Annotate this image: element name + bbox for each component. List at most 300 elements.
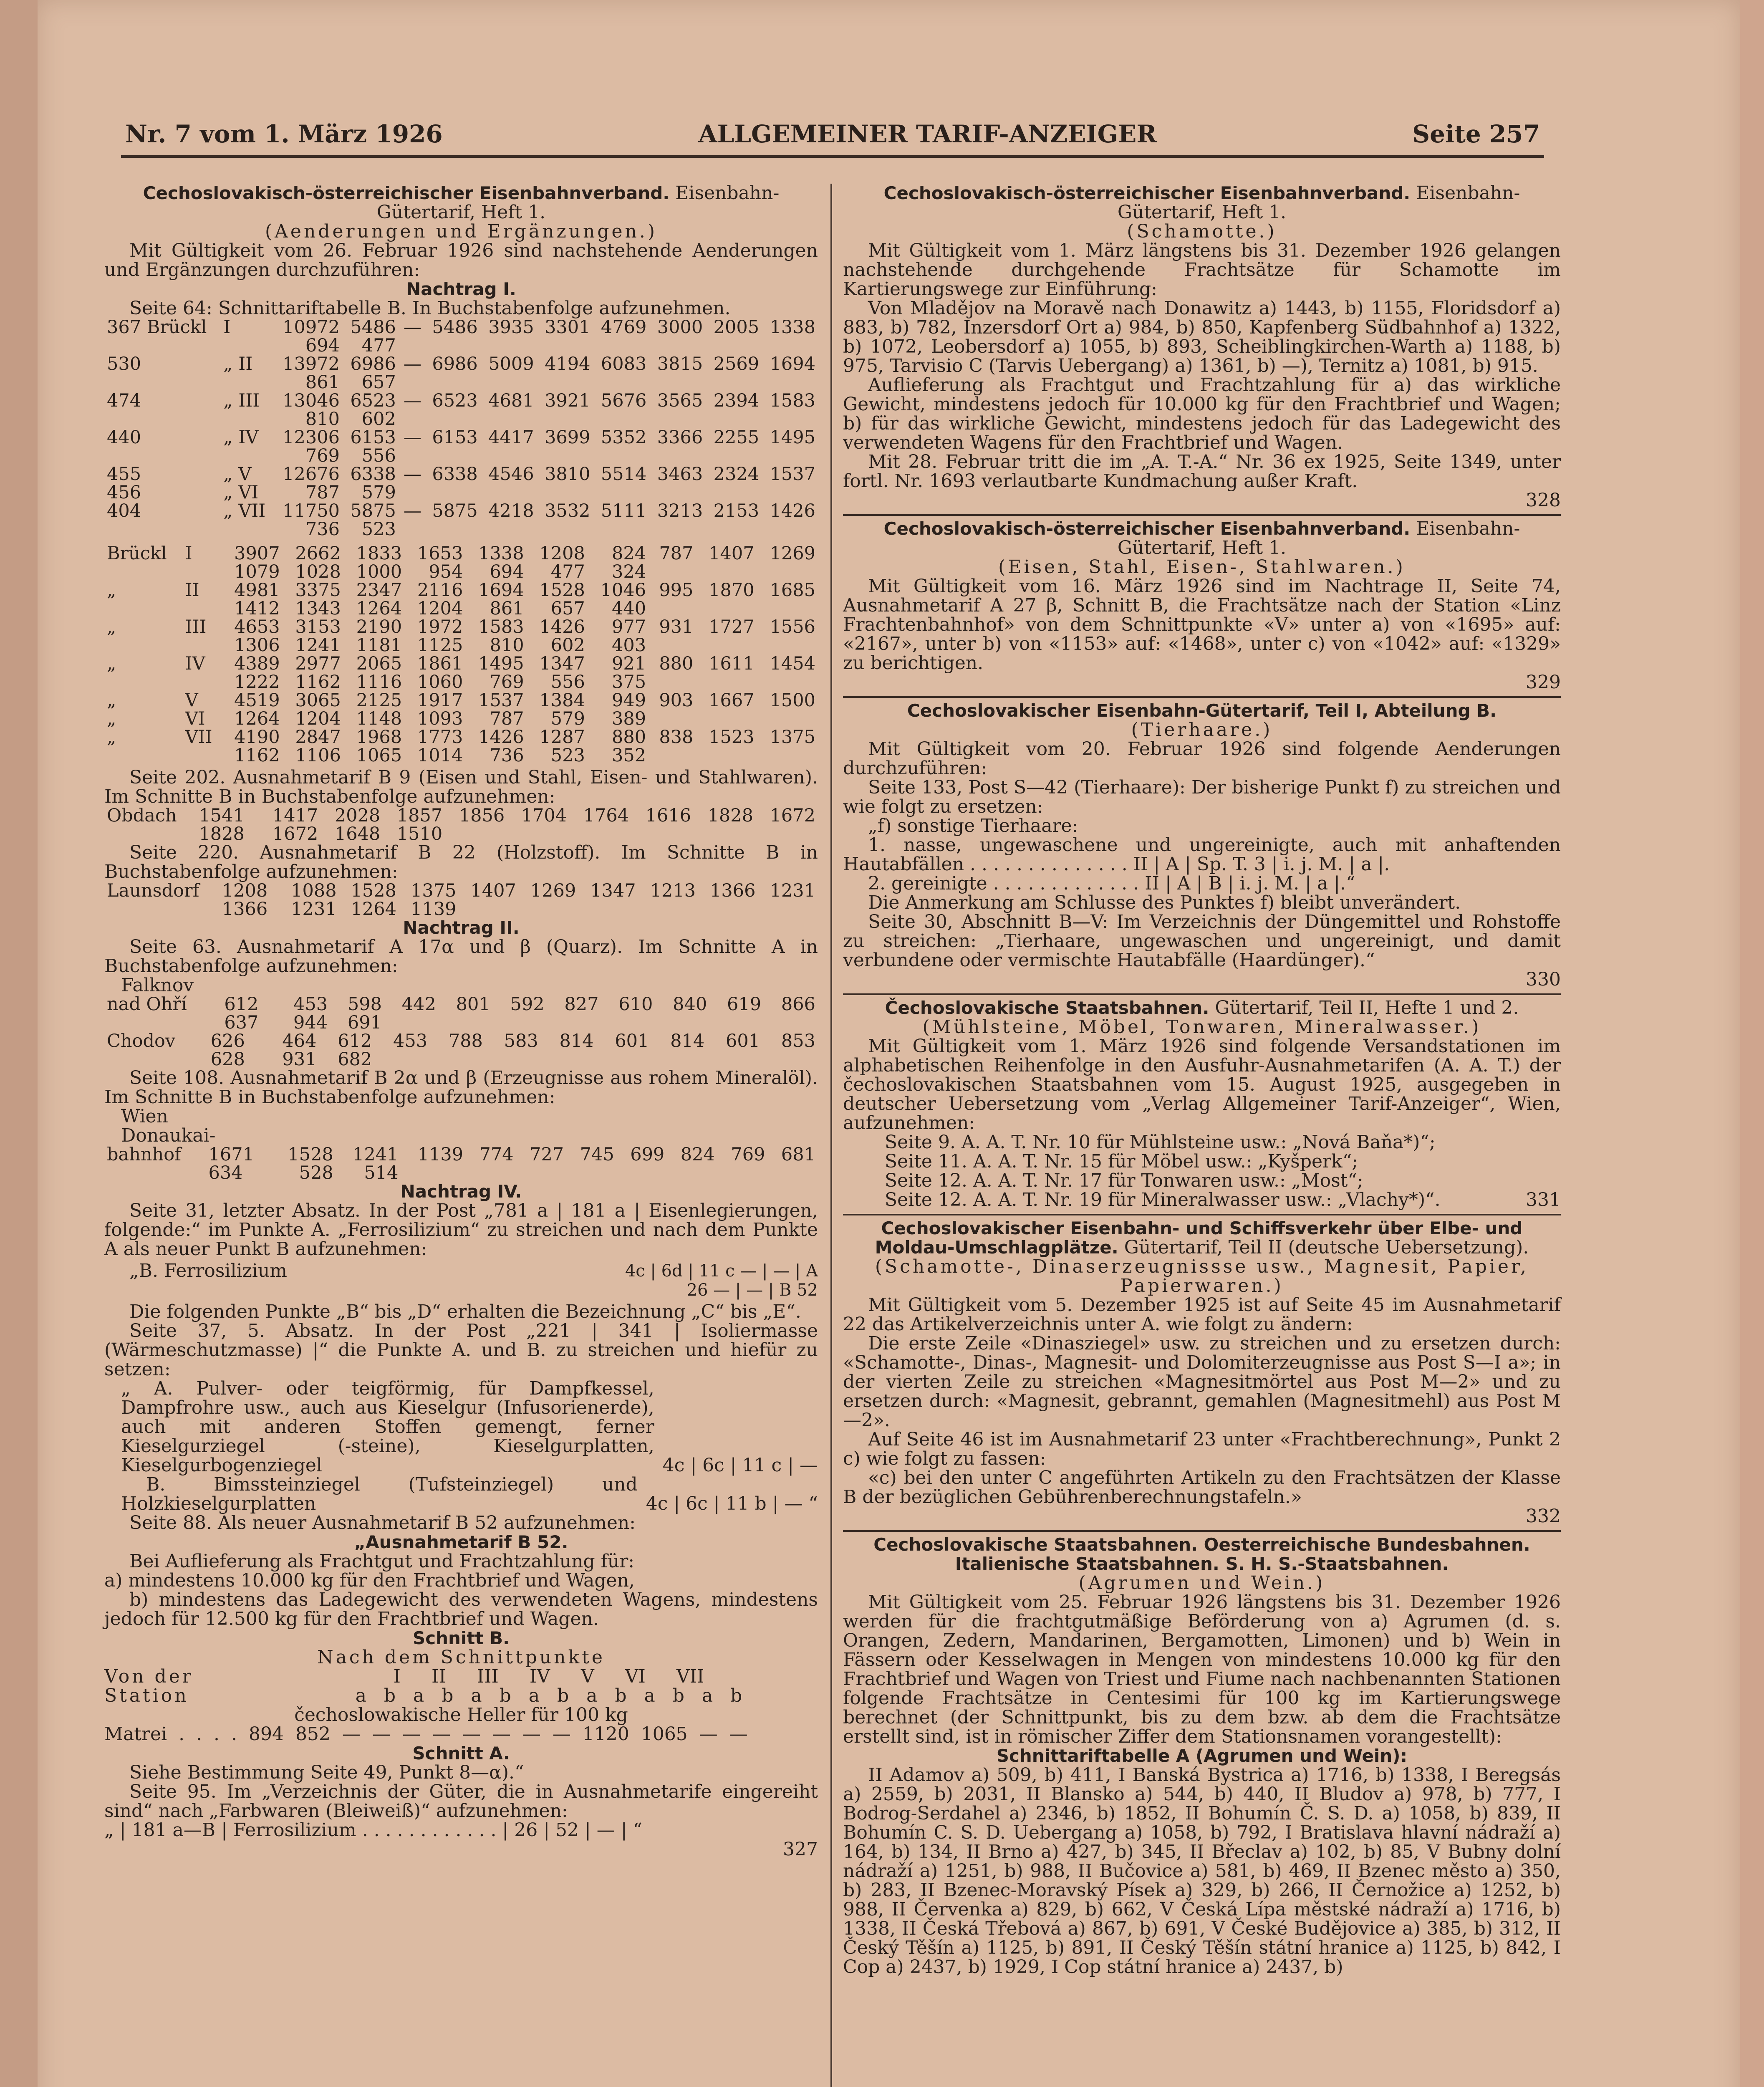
- table-cell: [705, 410, 762, 428]
- table-cell: [480, 410, 537, 428]
- notice-number: 328: [1526, 490, 1561, 511]
- header-rule: [121, 155, 1544, 158]
- table-cell: 4417: [488, 427, 534, 448]
- table-cell: 787: [305, 482, 340, 503]
- notice-number: 331: [1526, 1189, 1561, 1210]
- table-cell: 1828: [199, 824, 245, 844]
- table-cell: [596, 1050, 652, 1069]
- table-cell: [758, 900, 818, 918]
- table-cell: 5875: [432, 500, 478, 521]
- paragraph: Bei Auflieferung als Frachtgut und Frachtzahlung für:: [129, 1551, 635, 1572]
- section-divider: [843, 1530, 1561, 1532]
- table-cell: 5514: [601, 464, 647, 485]
- falknov-table: [104, 995, 818, 1032]
- table-cell: [493, 1013, 547, 1032]
- table-cell: 4981: [234, 580, 280, 601]
- section-title: Cechoslovakisch-österreichischer Eisenbahnverband.: [883, 183, 1411, 203]
- paragraph: Mit 28. Februar tritt die im „A. T.-A.“ Nr. 36 ex 1925, Seite 1349, unter fortl. Nr. 1693 verlautbarte Kundmachung außer Kraft.: [843, 451, 1561, 492]
- table-cell: 3532: [545, 500, 591, 521]
- paragraph: Mit Gültigkeit vom 16. März 1926 sind im Nachtrage II, Seite 74, Ausnahmetarif A 27 β, Schnitt B, die Frachtsätze nach der Station «Linz Frachtenbahnhof» von dem Schnittpunkte «V» unter a) von «1695» auf: «2167», unter b) von «1153» auf: «1468», unter c) von «1042» auf: «1329» zu berichtigen.: [843, 576, 1561, 674]
- table-cell: 1241: [352, 1144, 399, 1165]
- table-cell: 866: [781, 994, 815, 1015]
- table-cell: [424, 410, 480, 428]
- table-cell: [756, 825, 818, 843]
- table-cell: 4218: [488, 500, 534, 521]
- table-cell: [762, 373, 818, 392]
- nachtrag-heading: Nachtrag IV.: [400, 1181, 522, 1202]
- table-cell: 681: [781, 1144, 815, 1165]
- table-cell: 861: [490, 598, 524, 619]
- paragraph: Mit Gültigkeit vom 20. Februar 1926 sind folgende Aenderungen durchzuführen:: [843, 738, 1561, 779]
- table-cell: [638, 900, 698, 918]
- table-cell: 626: [210, 1031, 245, 1051]
- table-cell: 1454: [770, 653, 815, 674]
- table-cell: 10972: [283, 317, 340, 338]
- table-cell: [651, 1050, 707, 1069]
- table-cell: [578, 900, 638, 918]
- table-cell: [757, 563, 818, 581]
- table-cell: 619: [727, 994, 762, 1015]
- station-label: Wien: [121, 1106, 168, 1127]
- table-cell: 1500: [770, 690, 815, 711]
- section-subtitle: Gütertarif, Teil II, Hefte 1 und 2.: [1215, 997, 1519, 1018]
- schnitt-heading: Schnitt B.: [412, 1628, 510, 1648]
- table-cell: [221, 520, 273, 538]
- table-cell: 827: [564, 994, 599, 1015]
- table-cell: 1667: [709, 690, 755, 711]
- table-cell: 769: [490, 672, 524, 692]
- line: Seite 12. A. A. T. Nr. 17 für Tonwaren usw.: „Most“;: [885, 1170, 1363, 1191]
- table-cell: 5111: [601, 500, 647, 521]
- table-cell: 598: [347, 994, 382, 1015]
- table-cell: 474: [107, 390, 141, 411]
- launsdorf-table: [104, 882, 818, 918]
- table-cell: [424, 336, 480, 355]
- header-title: ALLGEMEINER TARIF-ANZEIGER: [698, 120, 1157, 148]
- table-cell: [696, 636, 757, 654]
- table-cell: [399, 373, 424, 392]
- table-cell: 769: [305, 445, 340, 466]
- paragraph: „f) sonstige Tierhaare:: [868, 815, 1078, 836]
- table-cell: [399, 520, 424, 538]
- table-cell: 514: [364, 1162, 399, 1183]
- table-row: [104, 581, 818, 599]
- table-cell: 2347: [356, 580, 402, 601]
- table-cell: „ IV: [223, 427, 259, 448]
- table-cell: 3213: [657, 500, 703, 521]
- table-cell: 1870: [709, 580, 755, 601]
- wien-table: [104, 1145, 818, 1182]
- table-row: [104, 447, 818, 465]
- table-cell: 1208: [222, 880, 268, 901]
- table-cell: 880: [612, 727, 646, 748]
- table-cell: 2125: [356, 690, 402, 711]
- table-cell: 1671: [208, 1144, 254, 1165]
- table-cell: [480, 373, 537, 392]
- paragraph: Mit Gültigkeit vom 25. Februar 1926 längstens bis 31. Dezember 1926 werden für die frachtgutmäßige Beförderung von a) Agrumen (d. s. Orangen, Zedern, Mandarinen, Bergamotten, Limonen) und b) Wein in Fässern oder Kesselwagen in Mengen von mindestens 10.000 kg für den Frachtbrief und Wagen von Triest und Fiume nach nachbenannten Stationen folgende Frachtsätze in Centesimi für 100 kg im Kartierungswege berechnet (der Schnittpunkt, bis zu dem bzw. ab dem die Frachtsätze erstellt sind, ist in römischer Ziffer dem Stationsnamen vorangestellt):: [843, 1592, 1561, 1747]
- table-row: [104, 544, 818, 563]
- table-cell: [519, 900, 578, 918]
- section-divider: [843, 696, 1561, 698]
- table-cell: [764, 1013, 818, 1032]
- table-cell: [649, 563, 696, 581]
- table-cell: [649, 636, 696, 654]
- table-cell: 1231: [291, 899, 337, 920]
- table-cell: 1148: [356, 708, 402, 729]
- paragraph: «c) bei den unter C angeführten Artikeln zu den Frachtsätzen der Klasse B der bezüglichen Gebührenberechnungstafeln.»: [843, 1467, 1561, 1508]
- table-cell: [537, 483, 593, 502]
- table-cell: [459, 900, 518, 918]
- table-cell: 612: [338, 1031, 372, 1051]
- table-cell: VII: [185, 727, 212, 748]
- table-row: [104, 1164, 818, 1182]
- table-cell: 787: [490, 708, 524, 729]
- table-cell: 1269: [770, 543, 815, 564]
- section-title: Cechoslovakischer Eisenbahn- und Schiffsverkehr über Elbe- und Moldau-Umschlagplätze.: [875, 1218, 1523, 1258]
- table-cell: I: [223, 317, 231, 338]
- table-cell: [480, 447, 537, 465]
- table-cell: —: [403, 317, 421, 338]
- table-cell: 1773: [417, 727, 463, 748]
- table-cell: 694: [305, 335, 340, 356]
- table-cell: [104, 825, 196, 843]
- table-cell: 1306: [234, 635, 280, 656]
- table-cell: 769: [731, 1144, 765, 1165]
- table-cell: [399, 447, 424, 465]
- table-cell: 1556: [770, 616, 815, 637]
- section-note: (Schamotte-, Dinaserzeugnissse usw., Magnesit, Papier, Papierwaren.): [875, 1256, 1529, 1296]
- matrei-row: Matrei . . . . 894 852 — — — — — — — — 1120 1065 — —: [104, 1723, 748, 1745]
- table-cell: 699: [630, 1144, 665, 1165]
- table-cell: —: [403, 354, 421, 374]
- table-cell: 440: [612, 598, 646, 619]
- table-row: [104, 1050, 818, 1069]
- table-cell: [507, 825, 569, 843]
- table-row: [104, 483, 818, 502]
- table-cell: 6153: [432, 427, 478, 448]
- table-cell: 2324: [713, 464, 760, 485]
- paragraph: b) mindestens das Ladegewicht des verwendeten Wagens, mindestens jedoch für 12.500 kg für den Frachtbrief und Wagen.: [104, 1589, 818, 1630]
- table-cell: 1583: [770, 390, 815, 411]
- table-cell: I: [185, 543, 192, 564]
- table-cell: Launsdorf: [107, 880, 199, 901]
- table-cell: [401, 1164, 466, 1182]
- table-cell: [705, 447, 762, 465]
- table-cell: 6338: [350, 464, 396, 485]
- table-cell: [537, 410, 593, 428]
- table-cell: 1287: [539, 727, 585, 748]
- table-cell: 1208: [539, 543, 585, 564]
- table-cell: [183, 673, 222, 691]
- table-cell: [762, 410, 818, 428]
- table-cell: 1338: [770, 317, 815, 338]
- paragraph: Von Mladějov na Moravě nach Donawitz a) 1443, b) 1155, Floridsdorf a) 883, b) 782, Inzersdorf Ort a) 984, b) 850, Kapfenberg Südbahnhof a) 1322, b) 1072, Leobersdorf a) 1055, b) 893, Scheiblingkirchen-Warth a) 1188, b) 975, Tarvisio C (Tarvis Uebergang) a) 1361, b) —), Ternitz a) 1081, b) 915.: [843, 298, 1561, 376]
- table-cell: 602: [550, 635, 585, 656]
- table-cell: [221, 410, 273, 428]
- table-row: [104, 428, 818, 447]
- table-cell: 1065: [356, 745, 402, 766]
- table-cell: „: [107, 708, 116, 729]
- table-cell: „: [107, 690, 116, 711]
- section-title: Čechoslovakische Staatsbahnen.: [885, 998, 1209, 1018]
- table-cell: [717, 1164, 768, 1182]
- table-cell: 1648: [334, 824, 381, 844]
- table-cell: 13046: [283, 390, 340, 411]
- table-cell: [183, 599, 222, 618]
- table-cell: II: [185, 580, 199, 601]
- paragraph: II Adamov a) 509, b) 411, I Banská Bystrica a) 1716, b) 1338, I Beregsás a) 2559, b) 2031, II Blansko a) 544, b) 440, II Bludov a) 978, b) 777, I Bodrog-Serdahel a) 2346, b) 1852, II Bohumín Č. S. D. a) 1058, b) 839, II Bohumín C. S. D. Uebergang a) 1058, b) 792, I Bratislava hlavní nádraží a) 164, b) 134, II Brno a) 427, b) 345, II Břeclav a) 102, b) 85, V Bubny dolní nádraží a) 1251, b) 988, II Bučovice a) 581, b) 469, II Bzenec město a) 350, b) 283, II Bzenec-Moravský Písek a) 329, b) 266, II Černožice a) 1252, b) 988, II Červenka a) 829, b) 662, V Česká Lípa městské nádraží a) 1716, b) 1338, II Česká Třebová a) 867, b) 691, V České Budějovice a) 385, b) 312, II Český Těšín a) 1125, b) 891, II Český Těšín státní hranice a) 1125, b) 842, I Cop a) 2437, b) 1929, I Cop státní hranice a) 2437, b): [843, 1764, 1561, 1978]
- paragraph: Die Anmerkung am Schlusse des Punktes f) bleibt unverändert.: [868, 892, 1461, 913]
- table-cell: 1616: [645, 805, 691, 826]
- table-row: [104, 654, 818, 673]
- table-cell: 3301: [545, 317, 591, 338]
- table-cell: 4546: [488, 464, 534, 485]
- table-cell: 691: [347, 1012, 382, 1033]
- table-cell: [537, 520, 593, 538]
- table-cell: [705, 520, 762, 538]
- table-cell: nad Ohří: [107, 994, 187, 1015]
- table-cell: [767, 1164, 818, 1182]
- table-cell: 1204: [417, 598, 463, 619]
- table-cell: 4653: [234, 616, 280, 637]
- table-cell: 477: [361, 335, 396, 356]
- table-cell: 1407: [709, 543, 755, 564]
- table-cell: 814: [559, 1031, 594, 1051]
- table-cell: 5352: [601, 427, 647, 448]
- table-row: [104, 882, 818, 900]
- table-cell: 6986: [350, 354, 396, 374]
- table-row: [104, 900, 818, 918]
- table-cell: 440: [107, 427, 141, 448]
- table-cell: [696, 599, 757, 618]
- table-cell: [649, 710, 696, 728]
- section-note: (Schamotte.): [1127, 221, 1277, 242]
- notice-number: 329: [1526, 672, 1561, 693]
- table-cell: [104, 447, 221, 465]
- roman-points: I II III IV V VI VII: [393, 1666, 704, 1687]
- table-cell: —: [403, 500, 421, 521]
- table-cell: [537, 373, 593, 392]
- table-cell: 601: [615, 1031, 649, 1051]
- table-cell: [485, 1050, 541, 1069]
- table-cell: 2394: [713, 390, 760, 411]
- table-cell: 1672: [770, 805, 815, 826]
- table-cell: [705, 373, 762, 392]
- table-cell: 2977: [295, 653, 341, 674]
- table-cell: 1241: [295, 635, 341, 656]
- table-cell: „ III: [223, 390, 260, 411]
- section-subtitle: Eisenbahn-Gütertarif, Heft 1.: [1117, 182, 1520, 223]
- table-cell: 3699: [545, 427, 591, 448]
- paragraph: Seite 31, letzter Absatz. In der Post „781 a | 181 a | Eisenlegierungen, folgende:“ im Punkte A. „Ferrosilizium“ zu streichen und nach dem Punkte A als neuer Punkt B aufzunehmen:: [104, 1200, 818, 1260]
- table-cell: [698, 900, 758, 918]
- station-label: Donaukai-: [121, 1125, 216, 1146]
- table-cell: [516, 1164, 567, 1182]
- table-cell: [705, 336, 762, 355]
- table-row: [104, 618, 818, 636]
- table-cell: 5009: [488, 354, 534, 374]
- paragraph: Auflieferung als Frachtgut und Frachtzahlung für a) das wirkliche Gewicht, mindestens jedoch für 10.000 kg für den Frachtbrief und Wagen; b) für das wirkliche Gewicht, mindestens jedoch für das Ladegewicht des verwendeten Wagens für den Frachtbrief und Wagen.: [843, 374, 1561, 453]
- table-cell: VI: [185, 708, 205, 729]
- paragraph: 1. nasse, ungewaschene und ungereinigte, auch mit anhaftenden Hautabfällen . . . . . . . . . . . . . . II | A | Sp. T. 3 | i. j. M. | a |.: [843, 834, 1561, 875]
- table-cell: 1857: [396, 805, 443, 826]
- table-cell: [649, 336, 705, 355]
- table-cell: 455: [107, 464, 141, 485]
- table-cell: 2028: [334, 805, 381, 826]
- table-cell: 1833: [356, 543, 402, 564]
- paragraph: Seite 202. Ausnahmetarif B 9 (Eisen und Stahl, Eisen- und Stahlwaren). Im Schnitte B in Buchstabenfolge aufzunehmen:: [104, 767, 818, 807]
- table-cell: 3935: [488, 317, 534, 338]
- table-cell: 1375: [410, 880, 457, 901]
- line-with-number: [843, 1190, 1561, 1210]
- table-cell: 1412: [234, 598, 280, 619]
- paragraph: Mit Gültigkeit vom 1. März 1926 sind folgende Versandstationen im alphabetischen Reihenfolge in den Ausfuhr-Ausnahmetarifen (A. A. T.) der čechoslovakischen Staatsbahnen vom 15. August 1925, ausgegeben in deutscher Uebersetzung vom „Verlag Allgemeiner Tarif-Anzeiger“, Wien, aufzunehmen:: [843, 1036, 1561, 1134]
- table-row: [104, 691, 818, 710]
- table-cell: 1972: [417, 616, 463, 637]
- table-cell: [399, 483, 424, 502]
- line: Seite 9. A. A. T. Nr. 10 für Mühlsteine usw.: „Nová Baňa*)“;: [885, 1132, 1436, 1153]
- section-subtitle: Eisenbahn-Gütertarif, Heft 1.: [1117, 518, 1520, 558]
- table-cell: 1828: [707, 805, 754, 826]
- table-cell: 1343: [295, 598, 341, 619]
- table-cell: 3565: [657, 390, 703, 411]
- table-cell: 1264: [351, 899, 397, 920]
- right-column: [843, 184, 1561, 1977]
- table-cell: [762, 520, 818, 538]
- section-divider: [843, 514, 1561, 516]
- table-cell: 523: [361, 519, 396, 540]
- table-cell: [762, 336, 818, 355]
- table-cell: 1861: [417, 653, 463, 674]
- table-cell: [757, 746, 818, 765]
- table-cell: 556: [361, 445, 396, 466]
- table-cell: 657: [361, 372, 396, 393]
- table-cell: 4681: [488, 390, 534, 411]
- section-subtitle: Eisenbahn-Gütertarif, Heft 1.: [376, 182, 780, 223]
- table-cell: [547, 1013, 601, 1032]
- table-cell: 1231: [770, 880, 815, 901]
- table-cell: 1162: [234, 745, 280, 766]
- paragraph: Mit Gültigkeit vom 26. Februar 1926 sind nachstehende Aenderungen und Ergänzungen durchzuführen:: [104, 240, 818, 280]
- paragraph: Mit Gültigkeit vom 1. März längstens bis 31. Dezember 1926 gelangen nachstehende durchgehende Frachtsätze für Schamotte im Kartierungswege zur Einführung:: [843, 240, 1561, 300]
- table-cell: [221, 373, 273, 392]
- section-title: Cechoslovakisch-österreichischer Eisenbahnverband.: [143, 183, 670, 203]
- table-row: [104, 806, 818, 825]
- table-cell: 1125: [417, 635, 463, 656]
- table-row: [104, 599, 818, 618]
- table-cell: „: [107, 580, 116, 601]
- section-title: Cechoslovakisch-österreichischer Eisenbahnverband.: [883, 518, 1411, 539]
- table-cell: 4389: [234, 653, 280, 674]
- table-cell: 579: [361, 482, 396, 503]
- table-cell: [649, 483, 705, 502]
- table-cell: 528: [299, 1162, 333, 1183]
- left-column: [104, 184, 818, 1859]
- table-cell: 3366: [657, 427, 703, 448]
- table-cell: 1264: [356, 598, 402, 619]
- table-cell: 3907: [234, 543, 280, 564]
- paragraph: Mit Gültigkeit vom 5. Dezember 1925 ist auf Seite 45 im Ausnahmetarif 22 das Artikelverzeichnis unter A. wie folgt zu ändern:: [843, 1294, 1561, 1335]
- table-cell: 682: [338, 1049, 372, 1070]
- table-cell: [707, 1050, 762, 1069]
- table-cell: 1106: [295, 745, 341, 766]
- table-cell: 788: [448, 1031, 483, 1051]
- table-cell: 1046: [600, 580, 646, 601]
- table-cell: [601, 1013, 655, 1032]
- section-subtitle: Gütertarif, Teil II (deutsche Uebersetzung).: [1124, 1237, 1529, 1258]
- table-row: [104, 392, 818, 410]
- table-cell: 610: [618, 994, 653, 1015]
- table-cell: 774: [479, 1144, 514, 1165]
- table-cell: „: [107, 727, 116, 748]
- table-cell: 3375: [295, 580, 341, 601]
- table-cell: 1727: [709, 616, 755, 637]
- table-cell: 6338: [432, 464, 478, 485]
- table-row: [104, 373, 818, 392]
- table-cell: 1510: [396, 824, 443, 844]
- table-cell: 1407: [470, 880, 516, 901]
- table-cell: 456: [107, 482, 141, 503]
- schnitt-header: [104, 1667, 818, 1705]
- table-cell: 1495: [770, 427, 815, 448]
- table-cell: 657: [550, 598, 585, 619]
- table-cell: 583: [504, 1031, 538, 1051]
- table-cell: 1653: [417, 543, 463, 564]
- table-cell: 2153: [713, 500, 760, 521]
- table-cell: 1426: [478, 727, 524, 748]
- table-cell: 1181: [356, 635, 402, 656]
- paragraph: Seite 63. Ausnahmetarif A 17α und β (Quarz). Im Schnitte A in Buchstabenfolge aufzunehmen:: [104, 936, 818, 977]
- table-cell: „ V: [223, 464, 252, 485]
- station-label: Falknov: [121, 975, 194, 996]
- isolier-values-a: 4c | 6c | 11 c | —: [662, 1455, 818, 1476]
- table-cell: 5875: [350, 500, 396, 521]
- table-cell: [649, 746, 696, 765]
- table-cell: 1704: [521, 805, 567, 826]
- table-row: [104, 410, 818, 428]
- table-cell: 2255: [713, 427, 760, 448]
- table-cell: „: [107, 616, 116, 637]
- table-cell: 1338: [478, 543, 524, 564]
- table-cell: 3153: [295, 616, 341, 637]
- table-cell: [104, 520, 221, 538]
- table-cell: 1764: [583, 805, 629, 826]
- table-cell: 1611: [709, 653, 755, 674]
- table-cell: [104, 1050, 208, 1069]
- table-cell: 1014: [417, 745, 463, 766]
- binding-strip: [0, 0, 39, 2087]
- table-cell: 4769: [601, 317, 647, 338]
- table-cell: 3463: [657, 464, 703, 485]
- table-cell: 523: [550, 745, 585, 766]
- table-cell: 814: [670, 1031, 705, 1051]
- table-cell: [566, 1164, 617, 1182]
- table-cell: 1968: [356, 727, 402, 748]
- table-row: [104, 563, 818, 581]
- table-cell: 949: [612, 690, 646, 711]
- table-cell: 694: [490, 561, 524, 582]
- table-cell: 944: [293, 1012, 328, 1033]
- table-cell: 1426: [539, 616, 585, 637]
- table-cell: 1537: [770, 464, 815, 485]
- paragraph: Siehe Bestimmung Seite 49, Punkt 8—α).“: [129, 1762, 524, 1783]
- table-cell: 1060: [417, 672, 463, 692]
- obdach-table: [104, 806, 818, 843]
- table-cell: [667, 1164, 717, 1182]
- table-cell: 1139: [410, 899, 457, 920]
- table-cell: 1366: [710, 880, 756, 901]
- table-cell: [104, 410, 221, 428]
